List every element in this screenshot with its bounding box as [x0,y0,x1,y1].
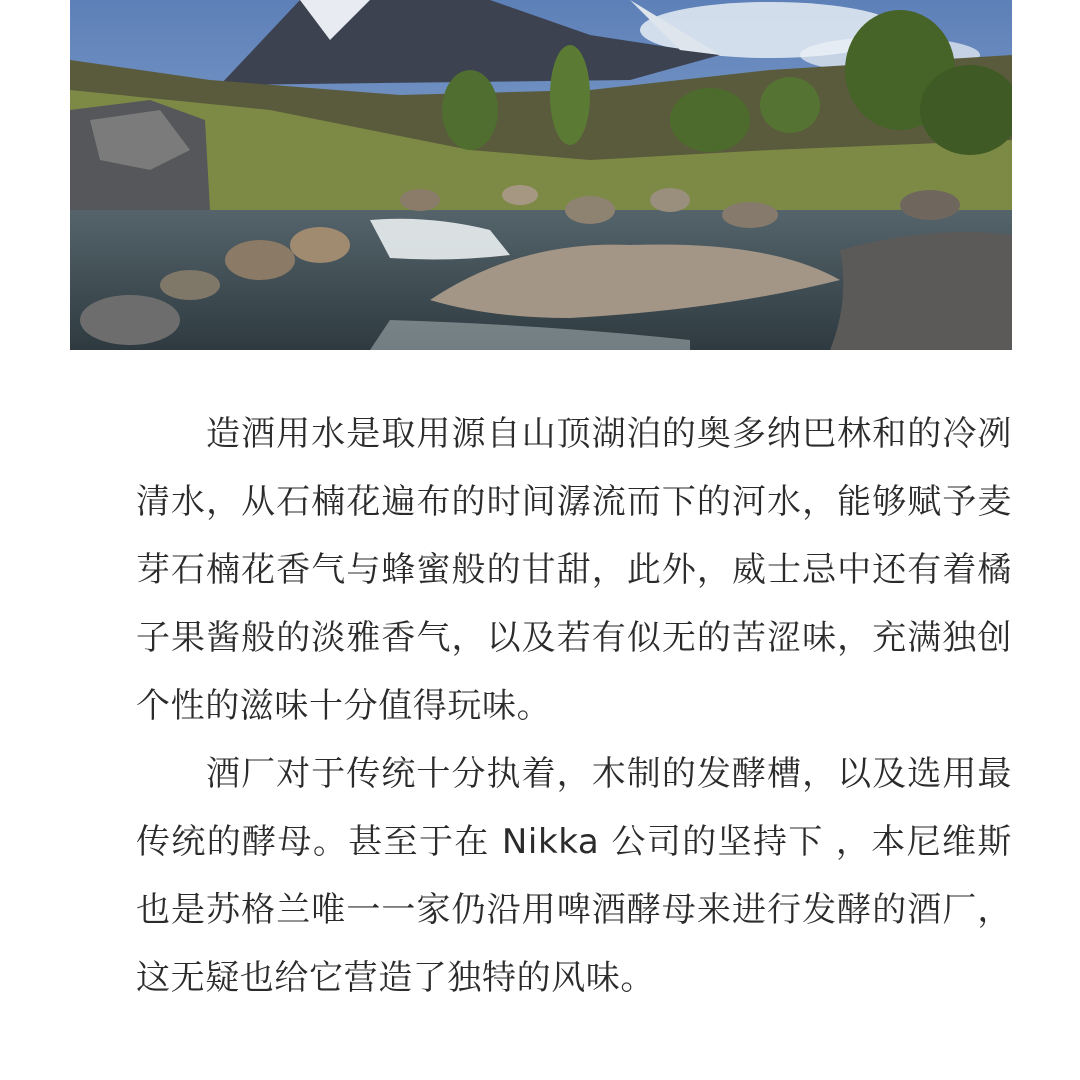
river-landscape-image [70,0,1012,350]
paragraph-tradition-yeast: 酒厂对于传统十分执着，木制的发酵槽，以及选用最传统的酵母。甚至于在 Nikka 公司的坚持下 ，本尼维斯也是苏格兰唯一一家仍沿用啤酒酵母来进行发酵的酒厂，这无疑也给它营造了独特的风味。 [136,754,1012,998]
paragraph-water-source: 造酒用水是取用源自山顶湖泊的奥多纳巴林和的冷冽清水，从石楠花遍布的时间潺流而下的河水，能够赋予麦芽石楠花香气与蜂蜜般的甘甜，此外，威士忌中还有着橘子果酱般的淡雅香气，以及若有似无的苦涩味，充满独创个性的滋味十分值得玩味。 [136,414,1012,726]
header-photo-highland-river [70,0,1012,350]
article-body [136,400,1012,1012]
